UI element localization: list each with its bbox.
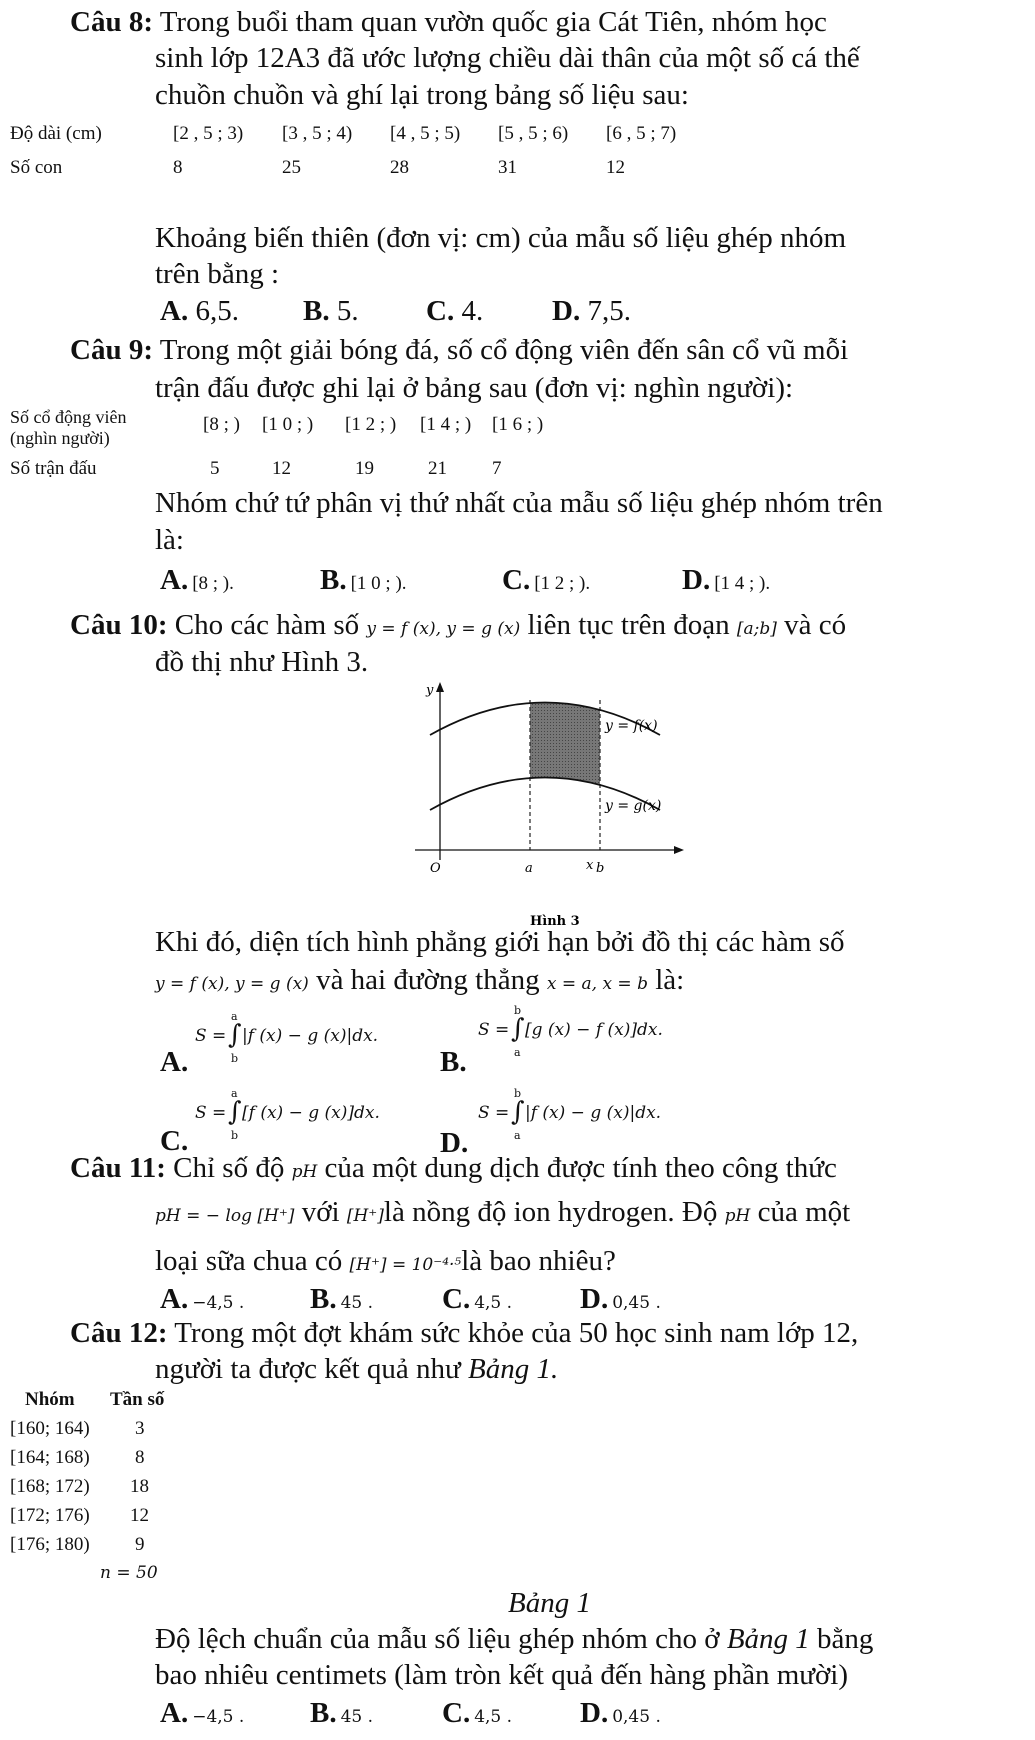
x-axis-label: x <box>586 858 594 873</box>
q8-table-cell: [5 , 5 ; 6) <box>498 123 569 144</box>
q11-line1: Câu 11: Chỉ số độ pH của một dung dịch được tính theo công thức <box>70 1152 837 1184</box>
q9-table-header-unit: (nghìn người) <box>10 428 110 448</box>
q10-line2: đồ thị như Hình 3. <box>155 646 369 678</box>
q8-option-c[interactable]: C. 4. <box>426 295 484 327</box>
q12-table-total: n = 50 <box>100 1563 158 1583</box>
x-axis-arrow <box>674 846 684 854</box>
q10-line1: Câu 10: Cho các hàm số y = f (x), y = g (x) liên tục trên đoạn [a;b] và có <box>70 609 847 641</box>
q9-ask1: Nhóm chứ tứ phân vị thứ nhất của mẫu số liệu ghép nhóm trên <box>155 487 883 519</box>
q10-option-d[interactable]: D. S = b ∫ a |f (x) − g (x)|dx. <box>440 1087 662 1159</box>
q11-line3: loại sữa chua có [H⁺] = 10⁻⁴·⁵là bao nhiêu? <box>155 1245 616 1277</box>
q12-table-header-freq: Tần số <box>110 1389 165 1410</box>
q8-table-header-count: Số con <box>10 157 63 178</box>
q10-option-a[interactable]: A. S = a ∫ b |f (x) − g (x)|dx. <box>160 1010 379 1078</box>
q12-table-group: [172; 176) <box>10 1505 90 1526</box>
q11-option-b[interactable]: B. 45 . <box>310 1283 374 1315</box>
q10-option-b[interactable]: B. S = b ∫ a [g (x) − f (x)]dx. <box>440 1004 663 1078</box>
q8-option-a[interactable]: A. 6,5. <box>160 295 239 327</box>
q8-option-d[interactable]: D. 7,5. <box>552 295 631 327</box>
origin-label: O <box>430 861 441 876</box>
q9-table-cell: [1 0 ; ) <box>262 414 314 435</box>
q9-table-cell: 5 <box>210 458 220 479</box>
q11-option-a[interactable]: A. −4,5 . <box>160 1283 245 1315</box>
q8-table-cell: 8 <box>173 157 183 178</box>
q10-option-c[interactable]: C. S = a ∫ b [f (x) − g (x)]dx. <box>160 1087 380 1157</box>
y-axis-arrow <box>436 682 444 692</box>
q9-option-b[interactable]: B. [1 0 ; ). <box>320 564 407 596</box>
q12-label: Câu 12: <box>70 1317 168 1349</box>
q12-line1: Câu 12: Trong một đợt khám sức khỏe của 50 học sinh nam lớp 12, <box>70 1317 859 1349</box>
q9-table-cell: 12 <box>272 458 291 479</box>
q12-ask1: Độ lệch chuẩn của mẫu số liệu ghép nhóm cho ở Bảng 1 bằng <box>155 1623 874 1655</box>
q10-ask1: Khi đó, diện tích hình phẳng giới hạn bởi đồ thị các hàm số <box>155 926 845 958</box>
q12-option-c[interactable]: C. 4,5 . <box>442 1697 513 1729</box>
q8-ask1: Khoảng biến thiên (đơn vị: cm) của mẫu số liệu ghép nhóm <box>155 222 847 254</box>
q9-table-cell: 21 <box>428 458 447 479</box>
q12-table-group: [160; 164) <box>10 1418 90 1439</box>
integral-sign: ∫ <box>228 1020 242 1050</box>
q12-option-a[interactable]: A. −4,5 . <box>160 1697 245 1729</box>
a-label: a <box>525 861 533 876</box>
q9-table-cell: [1 2 ; ) <box>345 414 397 435</box>
q10-ask2: y = f (x), y = g (x) và hai đường thẳng x = a, x = b là: <box>155 964 685 996</box>
q12-table-group: [164; 168) <box>10 1447 90 1468</box>
q9-option-c[interactable]: C. [1 2 ; ). <box>502 564 591 596</box>
q8-table-cell: [3 , 5 ; 4) <box>282 123 353 144</box>
b-label: b <box>596 861 605 876</box>
q8-table-cell: 12 <box>606 157 625 178</box>
q9-ask2: là: <box>155 524 184 556</box>
q8-table-header-length: Độ dài (cm) <box>10 123 102 144</box>
q9-option-a[interactable]: A. [8 ; ). <box>160 564 234 596</box>
q9-table-header-fans: Số cổ động viên <box>10 407 127 427</box>
q9-table-cell: [8 ; ) <box>203 414 240 435</box>
q12-table-freq: 18 <box>130 1476 149 1497</box>
q9-line1: Câu 9: Trong một giải bóng đá, số cổ động viên đến sân cổ vũ mỗi <box>70 334 849 366</box>
q11-option-d[interactable]: D. 0,45 . <box>580 1283 661 1315</box>
q12-table-header-group: Nhóm <box>25 1389 75 1410</box>
q8-table-cell: 28 <box>390 157 409 178</box>
q9-table-cell: 7 <box>492 458 502 479</box>
g-label: y = g(x) <box>605 798 662 814</box>
q12-table-group: [168; 172) <box>10 1476 90 1497</box>
q11-option-c[interactable]: C. 4,5 . <box>442 1283 513 1315</box>
q9-table-cell: [1 6 ; ) <box>492 414 544 435</box>
q9-label: Câu 9: <box>70 334 153 366</box>
q8-line2: sinh lớp 12A3 đã ước lượng chiều dài thân của một số cá thế <box>155 42 860 74</box>
q12-table-freq: 3 <box>135 1418 145 1439</box>
q8-line3: chuồn chuồn và ghí lại trong bảng số liệu sau: <box>155 79 689 111</box>
q10-figure <box>400 680 690 930</box>
q12-ask2: bao nhiêu centimets (làm tròn kết quả đến hàng phần mười) <box>155 1659 849 1691</box>
q12-table-group: [176; 180) <box>10 1534 90 1555</box>
q8-table-cell: [4 , 5 ; 5) <box>390 123 461 144</box>
q12-option-d[interactable]: D. 0,45 . <box>580 1697 661 1729</box>
q8-table-cell: 25 <box>282 157 301 178</box>
integral-sign: ∫ <box>511 1097 525 1127</box>
q11-label: Câu 11: <box>70 1152 166 1184</box>
integral-sign: ∫ <box>228 1097 242 1127</box>
q8-label: Câu 8: <box>70 6 153 38</box>
q12-table-freq: 8 <box>135 1447 145 1468</box>
q10-label: Câu 10: <box>70 609 168 641</box>
figure-caption: Hình 3 <box>530 914 580 929</box>
q9-table-header-matches: Số trận đấu <box>10 458 97 479</box>
q9-option-d[interactable]: D. [1 4 ; ). <box>682 564 771 596</box>
q12-table-freq: 12 <box>130 1505 149 1526</box>
q12-option-b[interactable]: B. 45 . <box>310 1697 374 1729</box>
q9-line2: trận đấu được ghi lại ở bảng sau (đơn vị: nghìn người): <box>155 372 794 404</box>
q9-table-cell: [1 4 ; ) <box>420 414 472 435</box>
f-label: y = f(x) <box>605 718 658 734</box>
q9-table-cell: 19 <box>355 458 374 479</box>
q8-table-cell: [2 , 5 ; 3) <box>173 123 244 144</box>
q12-table-freq: 9 <box>135 1534 145 1555</box>
q8-ask2: trên bằng : <box>155 258 280 290</box>
q12-caption: Bảng 1 <box>508 1587 591 1619</box>
q8-table-cell: [6 , 5 ; 7) <box>606 123 677 144</box>
q8-option-b[interactable]: B. 5. <box>303 295 359 327</box>
q11-line2: pH = − log [H⁺] với [H⁺]là nồng độ ion hydrogen. Độ pH của một <box>155 1196 851 1228</box>
q8-line1: Câu 8: Trong buổi tham quan vườn quốc gia Cát Tiên, nhóm học <box>70 6 827 38</box>
q8-table-cell: 31 <box>498 157 517 178</box>
y-axis-label: y <box>426 683 434 698</box>
q12-line2: người ta được kết quả như Bảng 1. <box>155 1353 559 1385</box>
integral-sign: ∫ <box>511 1014 525 1044</box>
